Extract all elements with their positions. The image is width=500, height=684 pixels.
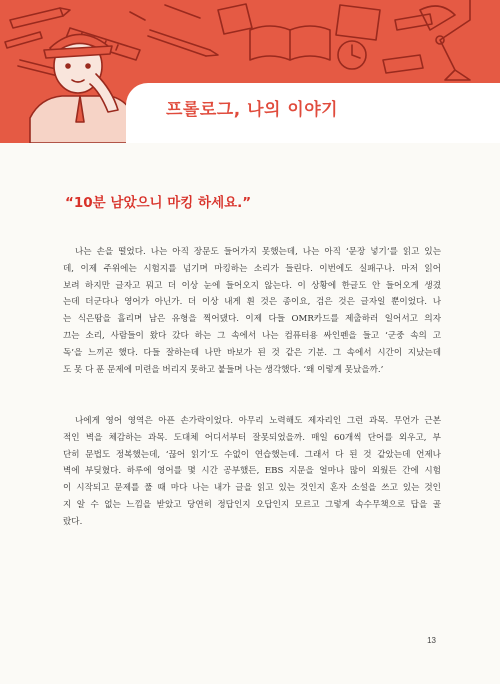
text-line: 지 알 수 없는 느낌을 받았고 당연히 정답인지 오답인지 모르고 그렇게 속수무책으로 답을 골 bbox=[63, 499, 441, 510]
paragraph-2 bbox=[63, 413, 441, 531]
text-line: 데, 이제 주위에는 시험지를 넘기며 마킹하는 소리가 들린다. 이번에도 실패구나. 마저 읽어 bbox=[63, 263, 441, 274]
page-number: 13 bbox=[427, 636, 436, 645]
text-line: 나는 손을 떨었다. 나는 아직 장문도 들어가지 못했는데, 나는 아직 ‘문장 넣기’를 읽고 있는 bbox=[75, 247, 441, 257]
paragraph-1 bbox=[63, 244, 441, 378]
text-line: 이 시작되고 문제를 풀 때 마다 나는 내가 글을 읽고 있는 것인지 혼자 소설을 쓰고 있는 것인 bbox=[63, 483, 441, 494]
text-line: 단히 문법도 정복했는데, ‘끊어 읽기’도 수없이 연습했는데. 그래서 다 된 것 같았는데 언제나 bbox=[63, 449, 441, 460]
text-line: 도 못 다 푼 문제에 미련을 버리지 못하고 붙들며 나는 생각했다. ‘왜 이렇게 못났을까.’ bbox=[63, 364, 384, 375]
text-line: 랐다. bbox=[63, 516, 83, 527]
chapter-title: 프롤로그, 나의 이야기 bbox=[166, 100, 339, 120]
text-line: 보려 하지만 글자고 뭐고 더 이상 눈에 들어오지 않는다. 이 상황에 한글도 안 들어오게 생겼 bbox=[63, 280, 441, 291]
text-line: 는 식은땀을 흘리며 남은 유형을 찍어댔다. 이제 다들 OMR카드를 제출하러 일어서고 의자 bbox=[63, 314, 441, 325]
text-line: 독’을 느끼곤 했다. 다들 잘하는데 나만 바보가 된 것 같은 기분. 그 속에서 시간이 지났는데 bbox=[63, 347, 441, 358]
text-line: 끄는 소리, 사람들이 왔다 갔다 하는 그 속에서 나는 컴퓨터용 싸인펜을 들고 ‘군중 속의 고 bbox=[63, 330, 441, 341]
text-line: 나에게 영어 영역은 아픈 손가락이었다. 아무리 노력해도 제자리인 그런 과목. 무언가 근본 bbox=[75, 416, 441, 426]
header-banner bbox=[0, 0, 500, 143]
quote-heading: “10분 남았으니 마킹 하세요.” bbox=[65, 195, 252, 211]
text-line: 적인 벽을 체감하는 과목. 도대체 어디서부터 잘못되었을까. 매일 60개씩 단어를 외우고, 부 bbox=[63, 432, 441, 443]
text-line: 는데 더군다나 영어가 아닌가. 더 이상 내게 흰 것은 종이요, 검은 것은 글자일 뿐이었다. 나 bbox=[63, 297, 441, 308]
text-line: 벽에 부딪혔다. 하루에 영어를 몇 시간 공부했든, EBS 지문을 얼마나 많이 외웠든 간에 시험 bbox=[63, 466, 441, 477]
